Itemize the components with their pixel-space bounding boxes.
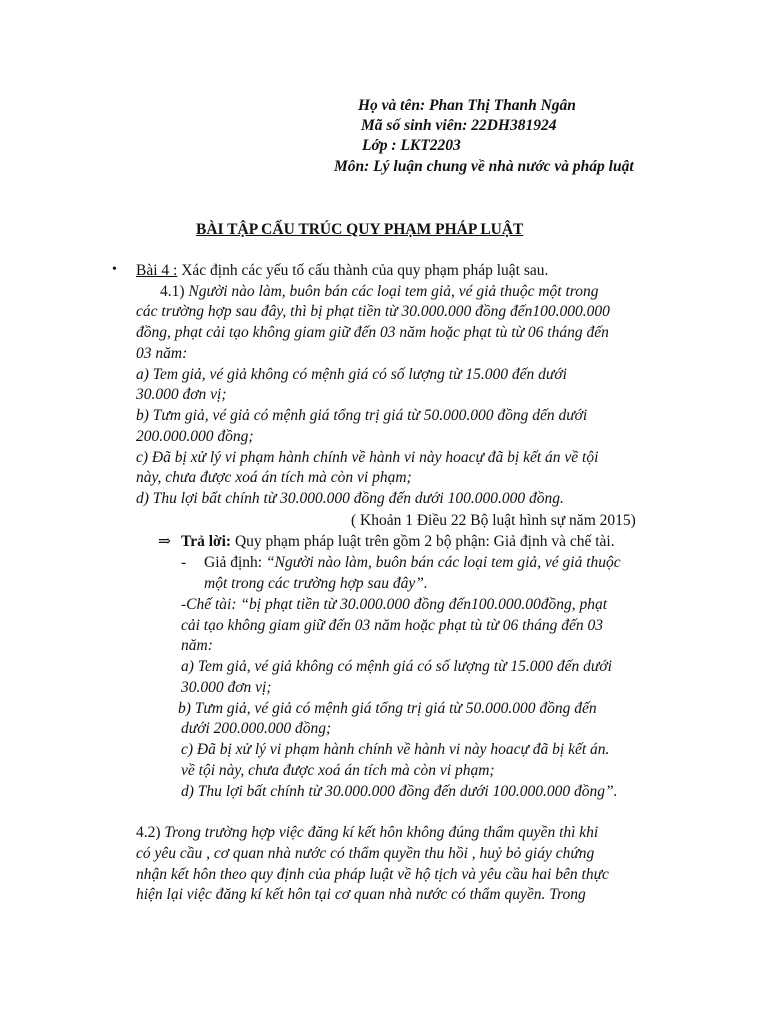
bai4-line	[136, 261, 548, 281]
che-tai-line: 30.000 đơn vị;	[181, 679, 272, 696]
answer-line	[181, 532, 615, 552]
q41-line: đồng, phạt cải tạo không giam giữ đến 03 năm hoặc phạt tù từ 06 tháng đến	[136, 324, 609, 341]
q42-line: có yêu cầu , cơ quan nhà nước có thẩm quyền thu hồi , huỷ bỏ giáy chứng	[136, 845, 595, 862]
student-name: Họ và tên: Phan Thị Thanh Ngân	[358, 97, 576, 114]
q41-first-line	[160, 282, 599, 302]
che-tai-line: cải tạo không giam giữ đến 03 năm hoặc phạt tù từ 06 tháng đến 03	[181, 617, 604, 634]
bai4-label: Bài 4 :	[136, 262, 178, 279]
q41-line: c) Đã bị xử lý vi phạm hành chính về hành vi này hoacự đã bị kết án về tội	[136, 449, 599, 466]
che-tai-line: năm:	[181, 637, 213, 654]
q42-line: hiện lại việc đăng kí kết hôn tại cơ quan nhà nước có thẩm quyền. Trong	[136, 886, 586, 903]
q41-line: các trường hợp sau đây, thì bị phạt tiền từ 30.000.000 đồng đến100.000.000	[136, 303, 610, 320]
q42-number: 4.2)	[136, 824, 161, 841]
bai4-text: Xác định các yếu tố cấu thành của quy phạm pháp luật sau.	[177, 262, 549, 279]
bullet-icon: •	[112, 262, 117, 277]
q41-line: 03 năm:	[136, 345, 188, 362]
che-tai-line: d) Thu lợi bất chính từ 30.000.000 đồng đến dưới 100.000.000 đồng”.	[181, 783, 618, 800]
che-tai-line: dưới 200.000.000 đồng;	[181, 720, 332, 737]
answer-label: Trả lời:	[181, 533, 232, 550]
page-title: BÀI TẬP CẤU TRÚC QUY PHẠM PHÁP LUẬT	[196, 221, 524, 238]
che-tai-line: a) Tem giả, vé giả không có mệnh giá có số lượng từ 15.000 đến dưới	[181, 658, 612, 675]
q42-first-line	[136, 823, 598, 843]
subject: Môn: Lý luận chung về nhà nước và pháp luật	[334, 158, 634, 175]
q41-line: 30.000 đơn vị;	[136, 386, 227, 403]
q41-line: b) Tưm giả, vé giả có mệnh giá tổng trị giá từ 50.000.000 đồng dến dưới	[136, 407, 588, 424]
q41-line: này, chưa được xoá án tích mà còn vi phạm;	[136, 469, 412, 486]
q41-number: 4.1)	[160, 283, 185, 300]
student-id: Mã số sinh viên: 22DH381924	[361, 117, 557, 134]
gia-dinh-line	[204, 553, 621, 573]
gia-dinh-text: một trong các trường hợp sau đây”.	[204, 575, 428, 592]
arrow-icon: ⇒	[158, 533, 171, 550]
dash-marker: -	[181, 554, 187, 571]
che-tai-line: -Chế tài: “bị phạt tiền từ 30.000.000 đồng đến100.000.00đồng, phạt	[181, 596, 608, 613]
gia-dinh-text: “Người nào làm, buôn bán các loại tem giả, vé giả thuộc	[266, 554, 621, 571]
answer-text: Quy phạm pháp luật trên gồm 2 bộ phận: Giả định và chế tài.	[231, 533, 615, 550]
che-tai-line: c) Đã bị xử lý vi phạm hành chính về hành vi này hoacự đã bị kết án.	[181, 741, 610, 758]
q41-line: 200.000.000 đồng;	[136, 428, 254, 445]
gia-dinh-label: Giả định:	[204, 554, 266, 571]
q41-line: d) Thu lợi bất chính từ 30.000.000 đồng đến dưới 100.000.000 đồng.	[136, 490, 564, 507]
student-class: Lớp : LKT2203	[362, 137, 461, 154]
q41-line: Người nào làm, buôn bán các loại tem giả, vé giả thuộc một trong	[184, 283, 599, 300]
q41-line: a) Tem giả, vé giả không có mệnh giá có số lượng từ 15.000 đến dưới	[136, 366, 567, 383]
q42-line: Trong trường hợp việc đăng kí kết hôn không đúng thẩm quyền thì khi	[160, 824, 599, 841]
che-tai-line: b) Tưm giả, vé giả có mệnh giá tổng trị giá từ 50.000.000 đồng đến	[178, 700, 597, 717]
q42-line: nhận kết hôn theo quy định của pháp luật về hộ tịch và yêu cầu hai bên thực	[136, 866, 609, 883]
q41-source: ( Khoản 1 Điều 22 Bộ luật hình sự năm 2015)	[351, 512, 636, 529]
che-tai-line: về tội này, chưa được xoá án tích mà còn vi phạm;	[181, 762, 495, 779]
